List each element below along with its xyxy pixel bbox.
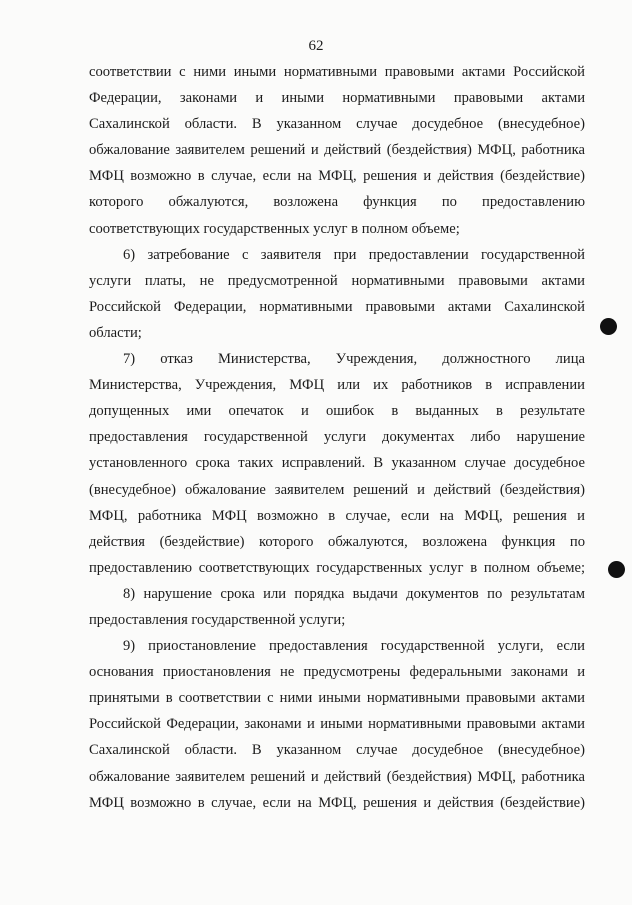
text-line: Федерации, законами и иными нормативными правовыми актами bbox=[89, 90, 585, 107]
text-line: предоставлению соответствующих государственных услуг в полном объеме; bbox=[89, 559, 585, 576]
text-line: установленного срока таких исправлений. В указанном случае досудебное bbox=[89, 455, 585, 472]
text-line: соответствии с ними иными нормативными правовыми актами Российской bbox=[89, 64, 585, 80]
text-line: действия (бездействие) которого обжалуются, возложена функция по bbox=[89, 533, 585, 550]
text-line: услуги платы, не предусмотренной нормативными правовыми актами bbox=[89, 272, 585, 289]
text-line: принятыми в соответствии с ними иными нормативными правовыми актами bbox=[89, 690, 585, 707]
text-line: Министерства, Учреждения, МФЦ или их работников в исправлении bbox=[89, 377, 585, 394]
text-line: которого обжалуются, возложена функция по предоставлению bbox=[89, 194, 585, 211]
text-line: МФЦ возможно в случае, если на МФЦ, решения и действия (бездействие) bbox=[89, 168, 585, 185]
text-line: области; bbox=[89, 324, 142, 341]
text-line: Российской Федерации, нормативными правовыми актами Сахалинской bbox=[89, 298, 585, 315]
text-line: 6) затребование с заявителя при предоставлении государственной bbox=[123, 246, 585, 263]
document-body bbox=[89, 59, 585, 816]
text-line: обжалование заявителем решений и действий (бездействия) МФЦ, работника bbox=[89, 768, 585, 785]
punch-hole-mark bbox=[600, 318, 617, 335]
punch-hole-mark bbox=[608, 561, 625, 578]
text-line: 8) нарушение срока или порядка выдачи документов по результатам bbox=[123, 585, 585, 602]
text-line: обжалование заявителем решений и действий (бездействия) МФЦ, работника bbox=[89, 142, 585, 159]
text-line: Сахалинской области. В указанном случае досудебное (внесудебное) bbox=[89, 116, 585, 133]
text-line: (внесудебное) обжалование заявителем решений и действий (бездействия) bbox=[89, 481, 585, 498]
text-line: основания приостановления не предусмотрены федеральными законами и bbox=[89, 664, 585, 681]
text-line: 9) приостановление предоставления государственной услуги, если bbox=[123, 638, 585, 655]
text-line: Российской Федерации, законами и иными нормативными правовыми актами bbox=[89, 716, 585, 733]
text-line: предоставления государственной услуги; bbox=[89, 611, 346, 628]
text-line: МФЦ, работника МФЦ возможно в случае, если на МФЦ, решения и bbox=[89, 507, 585, 524]
text-line: допущенных ими опечаток и ошибок в выданных в результате bbox=[89, 403, 585, 420]
text-line: Сахалинской области. В указанном случае досудебное (внесудебное) bbox=[89, 742, 585, 759]
text-line: МФЦ возможно в случае, если на МФЦ, решения и действия (бездействие) bbox=[89, 794, 585, 811]
page-number: 62 bbox=[308, 38, 324, 54]
text-line: 7) отказ Министерства, Учреждения, должностного лица bbox=[123, 351, 585, 368]
text-line: соответствующих государственных услуг в полном объеме; bbox=[89, 220, 460, 237]
text-line: предоставления государственной услуги документах либо нарушение bbox=[89, 429, 585, 446]
